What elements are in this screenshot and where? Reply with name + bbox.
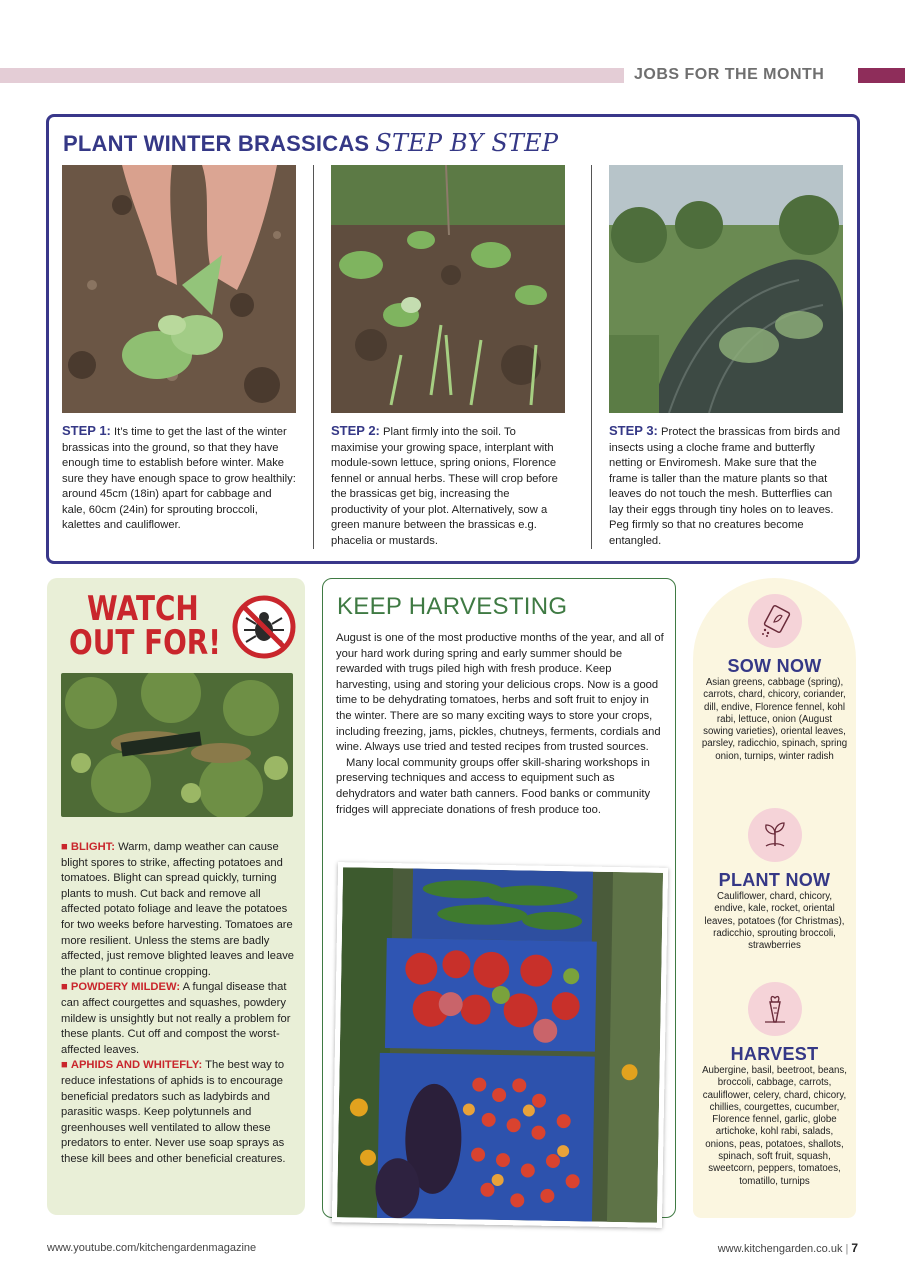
blight-photo bbox=[61, 673, 293, 817]
step-2-body: Plant firmly into the soil. To maximise your growing space, interplant with module-sown lettuce, spring onions, Florence fennel or annual herbs. These will crop before the brassicas get big, increasing the productivity of your plot. Alternatively, sow a green manure between the brassicas e.g. phacelia or mustards. bbox=[331, 426, 558, 547]
keep-harvesting-box bbox=[322, 578, 676, 1218]
watch-out-box bbox=[47, 578, 305, 1215]
aphids-text: The best way to reduce infestations of aphids is to encourage beneficial predators such as ladybirds and parasitic wasps. Keep polytunnels and greenhouses well ventilated to allow these predators to enter. Never use soap sprays as these kill bees and other beneficial creatures. bbox=[61, 1059, 286, 1165]
plant-now-heading: PLANT NOW bbox=[718, 870, 831, 890]
seedling-icon bbox=[748, 808, 802, 862]
step-2-photo bbox=[331, 165, 565, 413]
keep-para-2: Many local community groups offer skill-sharing workshops in preserving techniques and access to equipment such as dehydrators and water bath canners. Food banks or community fridges will appreciate donations of fresh produce too. bbox=[336, 756, 651, 816]
mildew-text: A fungal disease that can affect courgettes and squashes, powdery mildew is unsightly but not really a problem for these plants. Cut off and compost the worst-affected leaves. bbox=[61, 981, 291, 1056]
watch-title-line2: OUT FOR! bbox=[69, 623, 221, 663]
title-main: PLANT WINTER BRASSICAS bbox=[63, 131, 370, 156]
title-script: STEP BY STEP bbox=[375, 129, 559, 157]
sow-now-section bbox=[693, 594, 856, 763]
aphids-label: APHIDS AND WHITEFLY: bbox=[70, 1059, 203, 1072]
step-3-text bbox=[609, 423, 843, 549]
step-1-text bbox=[62, 423, 296, 534]
sow-now-list: Asian greens, cabbage (spring), carrots, chard, chicory, coriander, dill, endive, Florence fennel, kohl rabi, lettuce, onion (August sowing varieties), oriental leaves, parsley, radicchio, spinach, spring onion, turnips, winter radish bbox=[701, 677, 848, 762]
blight-label: BLIGHT: bbox=[70, 841, 115, 853]
step-2-text bbox=[331, 423, 565, 549]
footer-website-link[interactable]: www.kitchengarden.co.uk bbox=[717, 1243, 843, 1255]
harvest-heading: HARVEST bbox=[730, 1044, 819, 1064]
header-strip bbox=[0, 68, 624, 83]
step-2-label: STEP 2: bbox=[331, 423, 380, 438]
step-3-label: STEP 3: bbox=[609, 423, 658, 438]
sow-now-heading: SOW NOW bbox=[727, 656, 822, 676]
keep-harvesting-text bbox=[336, 631, 666, 818]
watch-out-text: ■ BLIGHT: Warm, damp weather can cause blight spores to strike, affecting potatoes and tomatoes. Blight can spread quickly, turning plants to mush. Cut back and remove all affected potato foliage and leave the potatoes for two weeks before harvesting. Tomatoes are more resilient. Unless the stems are badly affected, just remove blighted leaves and leave the plant to continue cropping. ■ POWDERY MILDEW: A fungal disease that can affect courgettes and squashes, powdery mildew is unsightly but not really a problem for these plants. Cut off and compost the worst-affected leaves. ■ APHIDS AND WHITEFLY: The best way to reduce infestations of aphids is to encourage beneficial predators such as ladybirds and parasitic wasps. Keep polytunnels and greenhouses well ventilated to allow these predators to enter. Never use soap sprays as these kill bees and other beneficial creatures. bbox=[61, 841, 295, 1165]
page-number: 7 bbox=[851, 1241, 858, 1255]
harvest-crates-photo bbox=[332, 862, 668, 1228]
step-3-body: Protect the brassicas from birds and insects using a cloche frame and butterfly netting or Enviromesh. Make sure that the frame is taller than the mature plants so that leaves do not touch the mesh. Butterflies can lay their eggs through tiny holes on to leaves. Peg firmly so that no creatures become entangled. bbox=[609, 426, 841, 547]
blight-text: Warm, damp weather can cause blight spores to strike, affecting potatoes and tomatoes. Blight can spread quickly, turning plants to mush. Cut back and remove all affected potato foliage and leave the potatoes for two weeks before harvesting. Tomatoes are more resilient. Unless the stems are badly affected, just remove blighted leaves and leave the plant to continue cropping. bbox=[61, 841, 295, 978]
plant-now-section bbox=[693, 808, 856, 952]
tick-warning-icon bbox=[231, 594, 297, 660]
step-3-photo bbox=[609, 165, 843, 413]
keep-para-1: August is one of the most productive months of the year, and all of your hard work during spring and early summer should be rewarded with trugs piled high with fresh produce. Keep harvesting, using and storing your delicious crops. Now is a good time to be dehydrating tomatoes, herbs and soft fruit to enjoy in the winter. There are so many exciting ways to store your crops, including freezing, jams, pickles, chutneys, ferments, cordials and wine. Always use tried and tested recipes from trusted sources. bbox=[336, 632, 664, 754]
footer-youtube-link[interactable]: www.youtube.com/kitchengardenmagazine bbox=[47, 1242, 257, 1254]
step-2 bbox=[331, 165, 565, 549]
step-by-step-title bbox=[63, 129, 558, 157]
watch-out-title bbox=[69, 589, 221, 663]
step-1 bbox=[62, 165, 296, 534]
carrot-icon bbox=[748, 982, 802, 1036]
seed-packet-icon bbox=[748, 594, 802, 648]
watch-title-line1: WATCH bbox=[87, 589, 199, 629]
harvest-section bbox=[693, 982, 856, 1188]
footer-right bbox=[718, 1241, 858, 1255]
step-1-body: It’s time to get the last of the winter brassicas into the ground, so that they have enough time to establish before winter. Make sure they have enough space to grow healthily: around 45cm (18in) apart for cabbage and kale, 60cm (24in) for sprouting broccoli, kalettes and cauliflower. bbox=[62, 426, 296, 531]
footer-separator: | bbox=[845, 1243, 849, 1255]
step-by-step-box bbox=[46, 114, 860, 564]
step-1-label: STEP 1: bbox=[62, 423, 111, 438]
column-divider bbox=[313, 165, 314, 549]
mildew-label: POWDERY MILDEW: bbox=[70, 981, 181, 994]
harvest-list: Aubergine, basil, beetroot, beans, broccoli, cabbage, carrots, cauliflower, celery, chard, chicory, chillies, courgettes, cucumber, Florence fennel, garlic, globe artichoke, kohl rabi, salads, onions, peas, potatoes, shallots, spinach, soft fruit, squash, sweetcorn, peppers, tomatoes, tomatillo, turnips bbox=[702, 1065, 847, 1187]
step-1-photo bbox=[62, 165, 296, 413]
keep-harvesting-title: KEEP HARVESTING bbox=[337, 593, 568, 620]
header-accent-block bbox=[858, 68, 905, 83]
column-divider bbox=[591, 165, 592, 549]
plant-now-list: Cauliflower, chard, chicory, endive, kale, rocket, oriental leaves, potatoes (for Christmas), radicchio, sprouting broccoli, strawberries bbox=[704, 891, 845, 952]
section-title: JOBS FOR THE MONTH bbox=[634, 66, 825, 83]
sow-plant-harvest-column bbox=[693, 578, 856, 1218]
step-3 bbox=[609, 165, 843, 549]
